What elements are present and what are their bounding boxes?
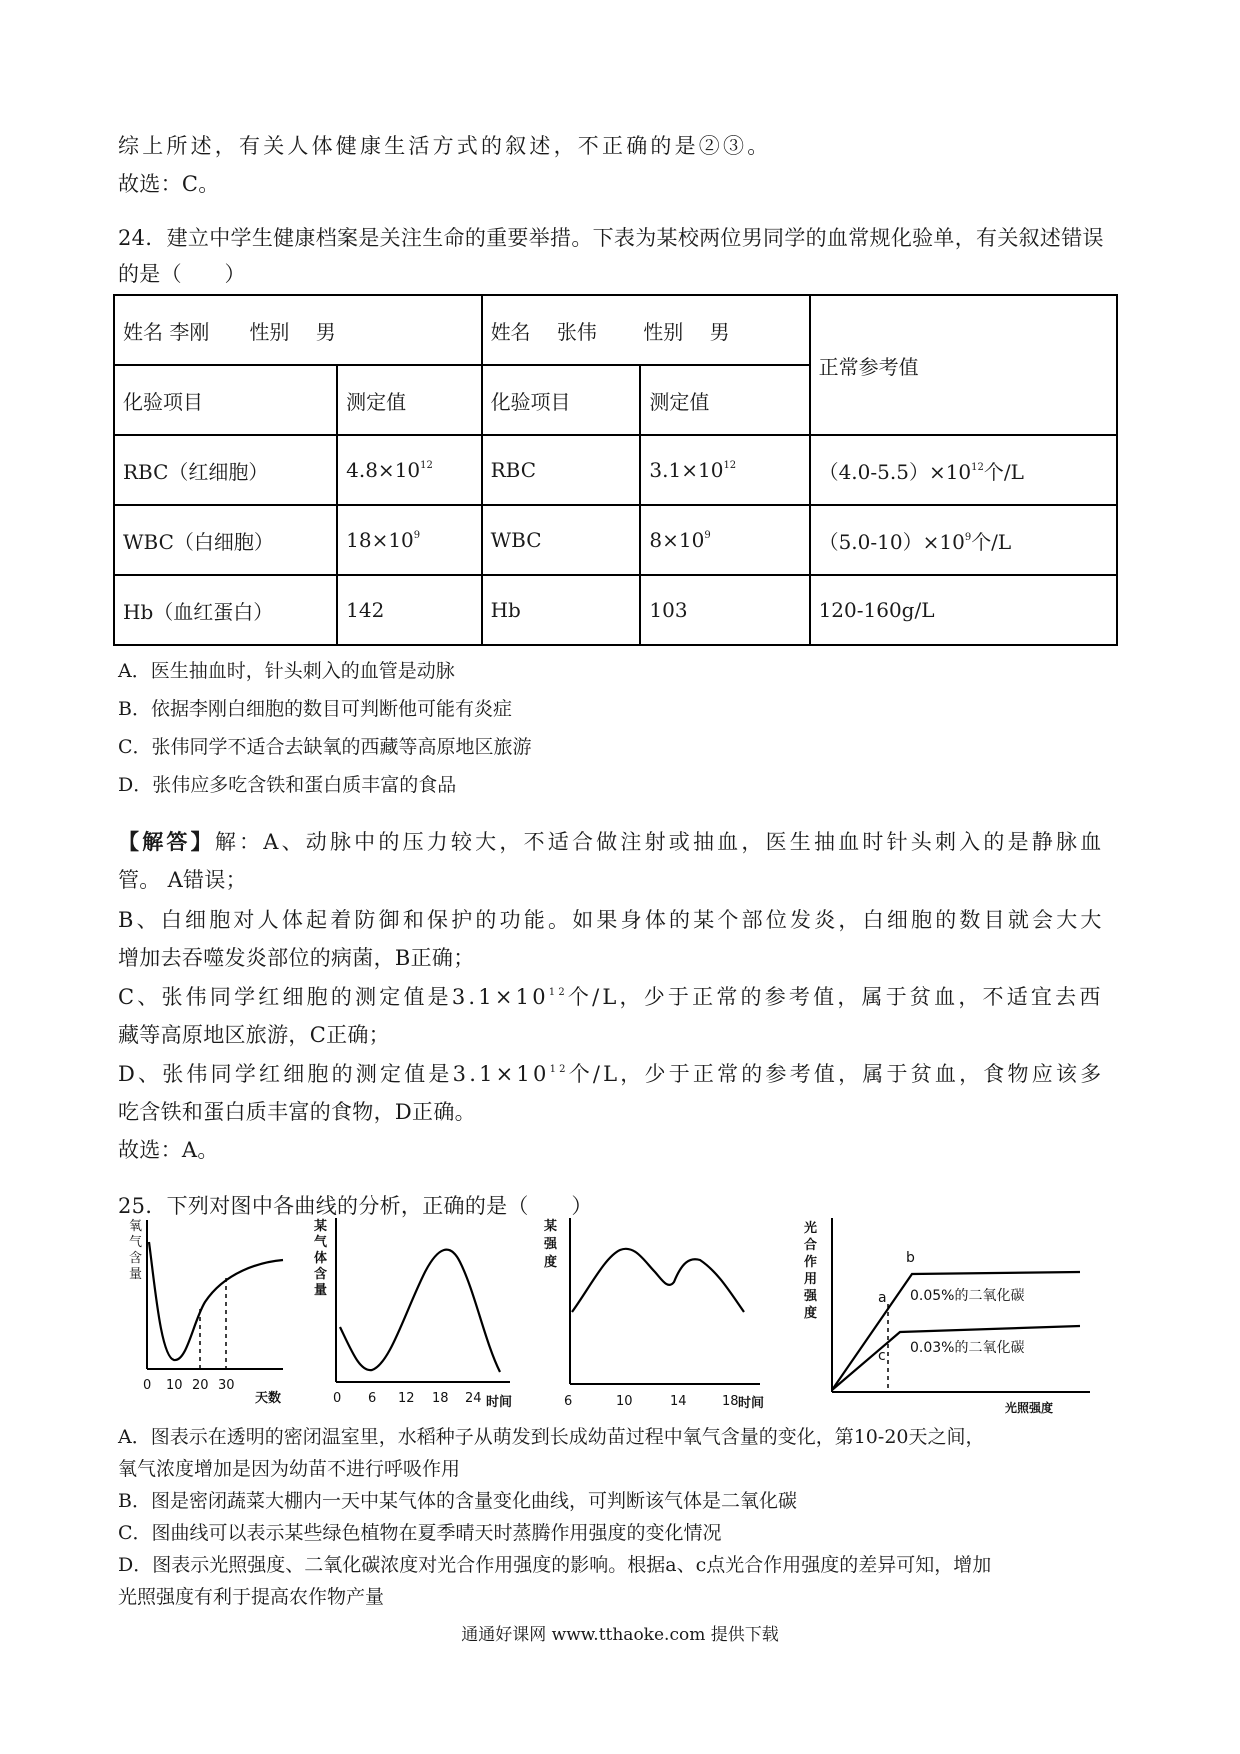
svg-text:气: 气 <box>129 1235 143 1250</box>
svg-text:0: 0 <box>143 1378 152 1393</box>
svg-text:6: 6 <box>368 1391 377 1406</box>
svg-text:度: 度 <box>544 1255 558 1270</box>
row-reference: $(5.0-10)\times 10^9$个/L <box>810 505 1117 575</box>
svg-text:30: 30 <box>218 1378 235 1393</box>
q24-option-d: D．张伟应多吃含铁和蛋白质丰富的食品 <box>118 774 457 796</box>
svg-text:10: 10 <box>166 1378 183 1393</box>
q24-option-a: A．医生抽血时，针头刺入的血管是动脉 <box>118 660 455 682</box>
answer-line-8: 吃含铁和蛋白质丰富的食物，D正确。 <box>118 1100 476 1124</box>
graph-oxygen <box>125 1212 305 1421</box>
col-value-1: 测定值 <box>337 365 481 435</box>
row-value: $3.1\times 10^{12}$ <box>640 435 809 505</box>
summary-line: 综上所述，有关人体健康生活方式的叙述，不正确的是②③。 <box>118 134 772 158</box>
svg-text:14: 14 <box>670 1394 687 1409</box>
svg-text:b: b <box>906 1250 915 1266</box>
row-item: RBC <box>482 435 641 505</box>
q25-option-d-line2: 光照强度有利于提高农作物产量 <box>118 1586 385 1608</box>
svg-text:含: 含 <box>314 1267 328 1282</box>
q25-option-a-line1: A．图表示在透明的密闭温室里，水稻种子从萌发到长成幼苗过程中氧气含量的变化，第10-20天之间， <box>118 1426 985 1448</box>
svg-text:强: 强 <box>544 1237 558 1252</box>
svg-text:a: a <box>878 1290 887 1306</box>
row-value: 103 <box>640 575 809 645</box>
answer-line-7: D、张伟同学红细胞的测定值是$3.1\times 10^{12}$个/L，少于正常的参考值，属于贫血，食物应该多 <box>118 1062 1105 1086</box>
row-value: $18\times 10^9$ <box>337 505 481 575</box>
svg-text:c: c <box>878 1348 886 1364</box>
svg-text:作: 作 <box>804 1255 818 1270</box>
q25-option-a-line2: 氧气浓度增加是因为幼苗不进行呼吸作用 <box>118 1458 461 1480</box>
graph-gas <box>310 1212 520 1421</box>
answer-line-6: 藏等高原地区旅游，C正确； <box>118 1023 390 1047</box>
q24-stem-line2: 的是（ ） <box>118 262 246 286</box>
blood-test-table <box>113 294 1118 646</box>
svg-text:体: 体 <box>314 1251 328 1266</box>
table-row <box>114 435 1117 505</box>
svg-text:时间: 时间 <box>486 1395 513 1410</box>
row-reference: $(4.0-5.5)\times 10^{12}$个/L <box>810 435 1117 505</box>
svg-text:度: 度 <box>804 1306 818 1321</box>
svg-text:0.03%的二氧化碳: 0.03%的二氧化碳 <box>910 1340 1025 1356</box>
row-item: Hb <box>482 575 641 645</box>
answer-line-2: 管。 A错误； <box>118 868 247 892</box>
q25-option-b: B．图是密闭蔬菜大棚内一天中某气体的含量变化曲线，可判断该气体是二氧化碳 <box>118 1490 797 1512</box>
row-item: RBC（红细胞） <box>114 435 337 505</box>
svg-text:量: 量 <box>129 1267 143 1282</box>
row-item: Hb（血红蛋白） <box>114 575 337 645</box>
reference-header: 正常参考值 <box>810 295 1117 435</box>
svg-text:12: 12 <box>398 1391 415 1406</box>
svg-text:光: 光 <box>804 1221 818 1236</box>
svg-text:20: 20 <box>192 1378 209 1393</box>
q25-stem: 25．下列对图中各曲线的分析，正确的是（ ） <box>118 1194 593 1218</box>
q25-option-c: C．图曲线可以表示某些绿色植物在夏季晴天时蒸腾作用强度的变化情况 <box>118 1522 722 1544</box>
svg-text:0: 0 <box>333 1391 342 1406</box>
svg-text:光照强度: 光照强度 <box>1005 1401 1054 1415</box>
svg-text:气: 气 <box>314 1235 328 1250</box>
answer-line-3: B、白细胞对人体起着防御和保护的功能。如果身体的某个部位发炎，白细胞的数目就会大大 <box>118 908 1105 932</box>
svg-text:某: 某 <box>314 1219 328 1234</box>
svg-text:时间: 时间 <box>738 1396 765 1411</box>
svg-text:18: 18 <box>432 1391 449 1406</box>
q25-option-d-line1: D．图表示光照强度、二氧化碳浓度对光合作用强度的影响。根据a、c点光合作用强度的差异可知，增加 <box>118 1554 992 1576</box>
answer-choice: 故选：A。 <box>118 1138 219 1162</box>
svg-text:24: 24 <box>465 1391 482 1406</box>
col-item-1: 化验项目 <box>114 365 337 435</box>
q24-option-b: B．依据李刚白细胞的数目可判断他可能有炎症 <box>118 698 512 720</box>
svg-text:6: 6 <box>564 1394 573 1409</box>
graph-photosynthesis <box>800 1212 1100 1431</box>
row-item: WBC <box>482 505 641 575</box>
col-value-2: 测定值 <box>640 365 809 435</box>
svg-text:合: 合 <box>804 1238 818 1253</box>
svg-text:0.05%的二氧化碳: 0.05%的二氧化碳 <box>910 1288 1025 1304</box>
svg-text:用: 用 <box>804 1272 818 1287</box>
row-value: $4.8\times 10^{12}$ <box>337 435 481 505</box>
svg-text:天数: 天数 <box>255 1391 282 1406</box>
table-row <box>114 505 1117 575</box>
col-item-2: 化验项目 <box>482 365 641 435</box>
svg-text:10: 10 <box>616 1394 633 1409</box>
table-row <box>114 575 1117 645</box>
footer-source: 通通好课网 www.tthaoke.com 提供下载 <box>461 1625 779 1645</box>
svg-text:量: 量 <box>314 1283 328 1298</box>
answer-line-5: C、张伟同学红细胞的测定值是$3.1\times 10^{12}$个/L，少于正常的参考值，属于贫血，不适宜去西 <box>118 985 1104 1009</box>
svg-text:强: 强 <box>804 1289 818 1304</box>
row-value: 142 <box>337 575 481 645</box>
svg-text:某: 某 <box>544 1219 558 1234</box>
q24-stem-line1: 24．建立中学生健康档案是关注生命的重要举措。下表为某校两位男同学的血常规化验单，有关叙述错误 <box>118 226 1104 250</box>
row-value: $8\times 10^9$ <box>640 505 809 575</box>
row-item: WBC（白细胞） <box>114 505 337 575</box>
q24-option-c: C．张伟同学不适合去缺氧的西藏等高原地区旅游 <box>118 736 532 758</box>
answer-line-4: 增加去吞噬发炎部位的病菌，B正确； <box>118 946 475 970</box>
svg-text:含: 含 <box>129 1251 143 1266</box>
svg-text:氧: 氧 <box>129 1219 143 1234</box>
svg-text:18: 18 <box>722 1394 739 1409</box>
row-reference: 120-160g/L <box>810 575 1117 645</box>
patient2-header: 姓名 张伟 性别 男 <box>482 295 810 365</box>
patient1-header: 姓名 李刚 性别 男 <box>114 295 482 365</box>
answer-line-1: 【解答】解：A、动脉中的压力较大，不适合做注射或抽血，医生抽血时针头刺入的是静脉血 <box>118 829 1105 854</box>
previous-choice: 故选：C。 <box>118 172 220 196</box>
graph-intensity <box>540 1212 770 1421</box>
